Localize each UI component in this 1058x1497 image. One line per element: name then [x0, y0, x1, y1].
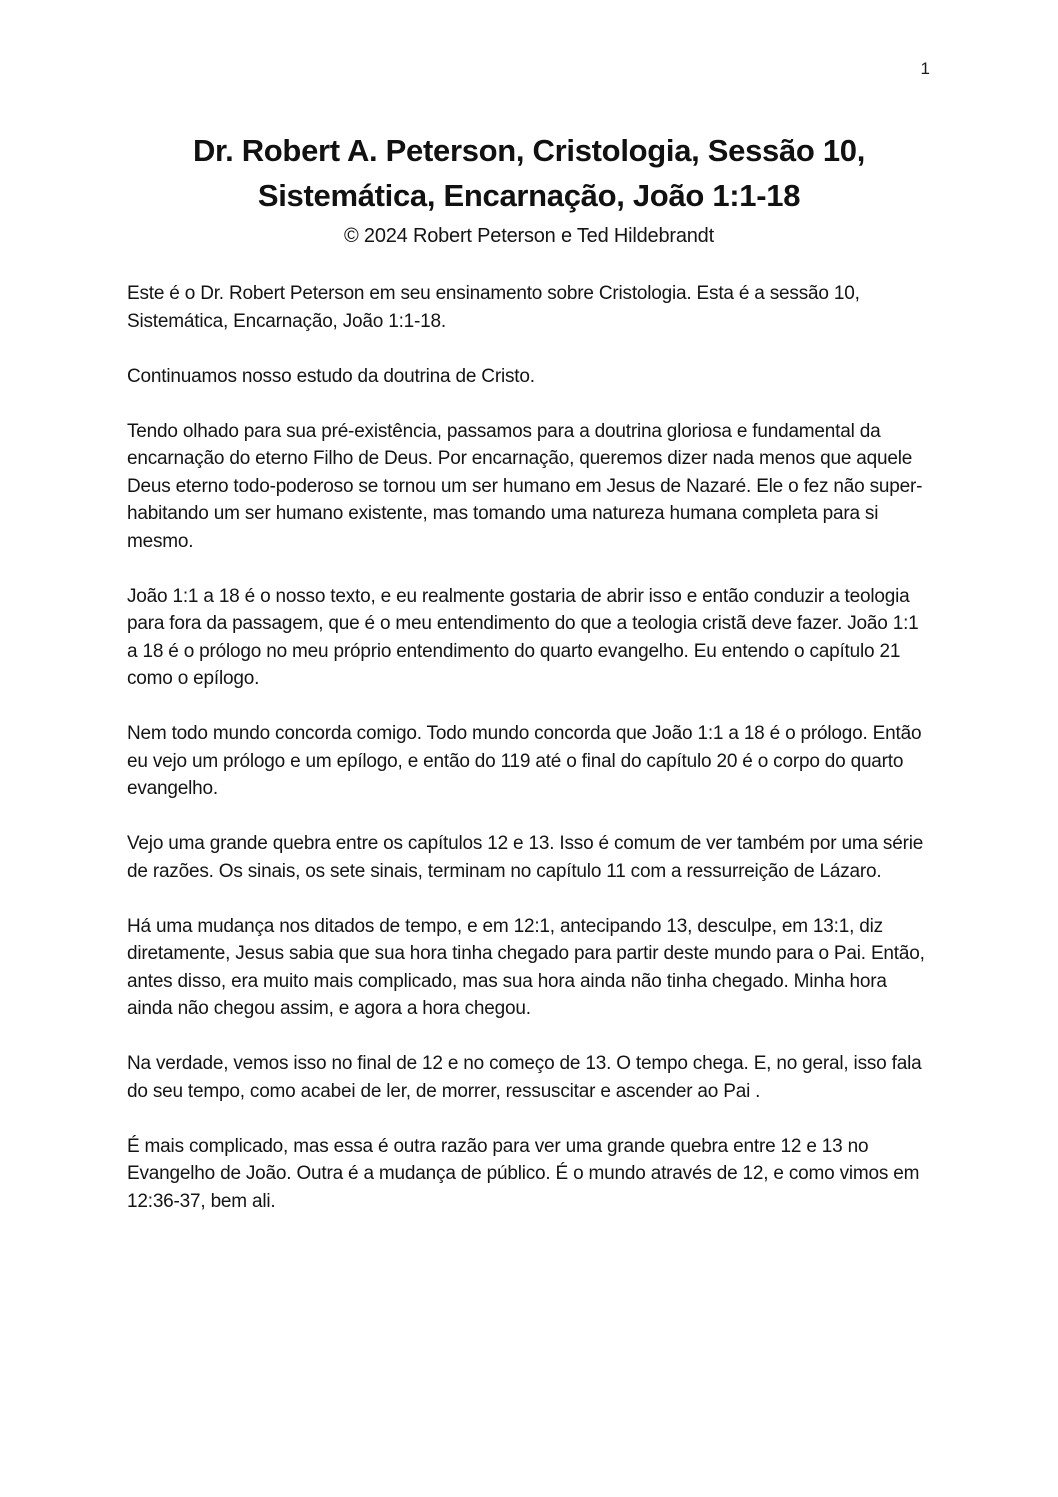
- page-number: 1: [920, 59, 930, 78]
- paragraph-quebra-capitulos: Vejo uma grande quebra entre os capítulos 12 e 13. Isso é comum de ver também por uma série de razões. Os sinais, os sete sinais, terminam no capítulo 11 com a ressurreição de Lázaro.: [127, 833, 924, 882]
- document-body: [127, 280, 933, 1215]
- paragraph-tempo-chega: Na verdade, vemos isso no final de 12 e no começo de 13. O tempo chega. E, no geral, isso fala do seu tempo, como acabei de ler, de morrer, ressuscitar e ascender ao Pai .: [127, 1053, 922, 1102]
- document-title: [110, 128, 948, 218]
- copyright-line: © 2024 Robert Peterson e Ted Hildebrandt: [344, 225, 714, 247]
- paragraph-continuamos: Continuamos nosso estudo da doutrina de Cristo.: [127, 365, 535, 387]
- paragraph-pre-existencia: Tendo olhado para sua pré-existência, passamos para a doutrina gloriosa e fundamental da encarnação do eterno Filho de Deus. Por encarnação, queremos dizer nada menos que aquele Deus eterno todo-poderoso se tornou um ser humano em Jesus de Nazaré. Ele o fez não super-habitando um ser humano existente, mas tomando uma natureza humana completa para si mesmo.: [127, 420, 923, 552]
- paragraph-intro: Este é o Dr. Robert Peterson em seu ensinamento sobre Cristologia. Esta é a sessão 10, Sistemática, Encarnação, João 1:1-18.: [127, 283, 860, 332]
- title-line-1: Dr. Robert A. Peterson, Cristologia, Sessão 10,: [192, 133, 866, 168]
- paragraph-joao-texto: João 1:1 a 18 é o nosso texto, e eu realmente gostaria de abrir isso e então conduzir a teologia para fora da passagem, que é o meu entendimento do que a teologia cristã deve fazer. João 1:1 a 18 é o prólogo no meu próprio entendimento do quarto evangelho. Eu entendo o capítulo 21 como o epílogo.: [127, 585, 919, 689]
- title-line-2: Sistemática, Encarnação, João 1:1-18: [257, 178, 801, 213]
- paragraph-mudanca-tempo: Há uma mudança nos ditados de tempo, e em 12:1, antecipando 13, desculpe, em 13:1, diz diretamente, Jesus sabia que sua hora tinha chegado para partir deste mundo para o Pai. Então, antes disso, era muito mais complicado, mas sua hora ainda não tinha chegado. Minha hora ainda não chegou assim, e agora a hora chegou.: [127, 915, 925, 1019]
- paragraph-prologo-epilogo: Nem todo mundo concorda comigo. Todo mundo concorda que João 1:1 a 18 é o prólogo. Então eu vejo um prólogo e um epílogo, e então do 119 até o final do capítulo 20 é o corpo do quarto evangelho.: [127, 723, 922, 799]
- paragraph-mudanca-publico: É mais complicado, mas essa é outra razão para ver uma grande quebra entre 12 e 13 no Evangelho de João. Outra é a mudança de público. É o mundo através de 12, e como vimos em 12:36-37, bem ali.: [127, 1135, 920, 1212]
